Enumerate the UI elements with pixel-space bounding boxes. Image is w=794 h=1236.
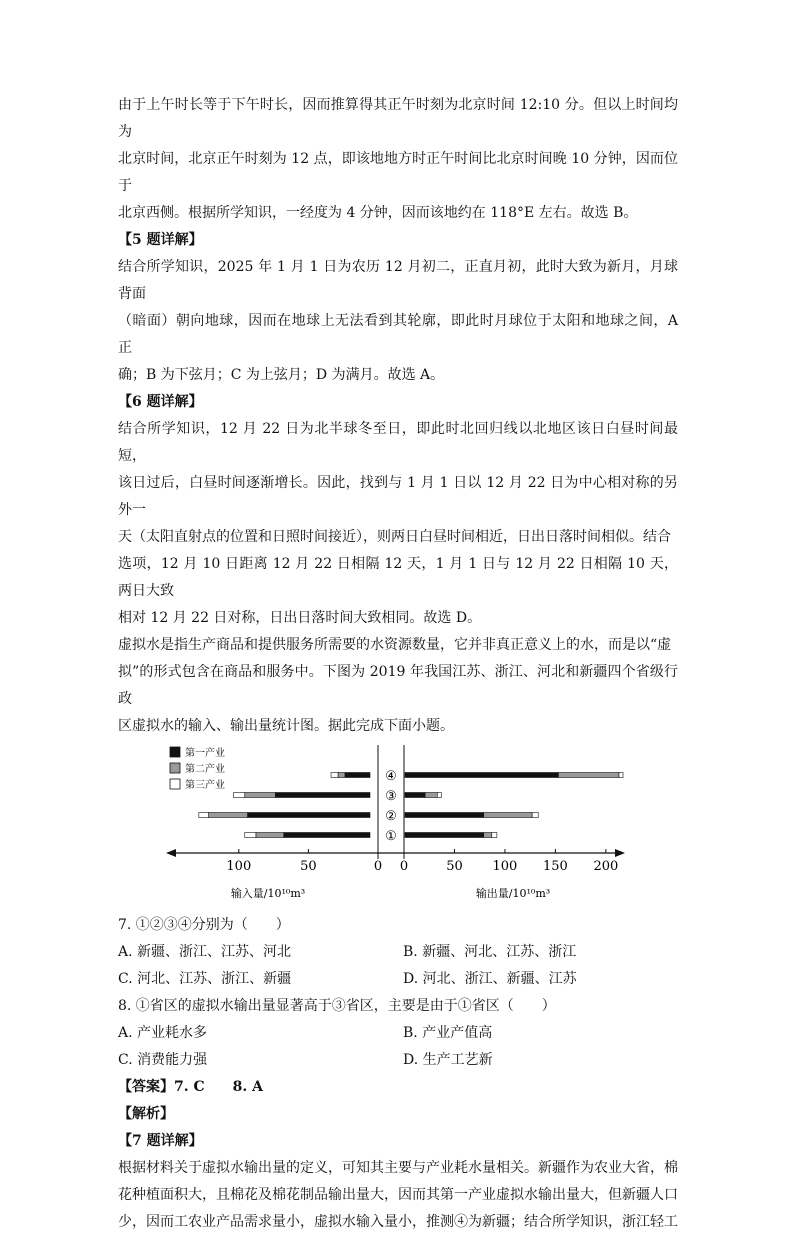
legend-swatch bbox=[170, 779, 180, 789]
tick-label-output: 200 bbox=[593, 859, 619, 874]
paragraph-line: 结合所学知识，2025 年 1 月 1 日为农历 12 月初二，正直月初，此时大致为新月，月球背面 bbox=[118, 259, 678, 302]
category-label: ④ bbox=[385, 769, 397, 784]
bar-output-segment bbox=[425, 793, 437, 798]
paragraph-line: 北京西侧。根据所学知识，一经度为 4 分钟，因而该地约在 118°E 左右。故选 B。 bbox=[118, 205, 638, 221]
paragraph-line: 虚拟水是指生产商品和提供服务所需要的水资源数量，它并非真正意义上的水，而是以“虚 bbox=[118, 637, 672, 653]
document-page bbox=[118, 92, 678, 1236]
tick-label-output: 100 bbox=[492, 859, 518, 874]
q8-option-c: C. 消费能力强 bbox=[118, 1052, 208, 1068]
bar-input-segment bbox=[234, 793, 245, 798]
legend-swatch bbox=[170, 747, 180, 757]
bar-output-segment bbox=[405, 773, 558, 778]
q5-heading: 【5 题详解】 bbox=[118, 232, 203, 248]
legend-label: 第二产业 bbox=[185, 764, 225, 775]
chart-svg bbox=[118, 740, 678, 912]
virtual-water-chart bbox=[118, 740, 678, 912]
bar-input-segment bbox=[209, 813, 248, 818]
paragraph-line: 天（太阳直射点的位置和日照时间接近），则两日白昼时间相近，日出日落时间相似。结合 bbox=[118, 529, 671, 545]
q7-option-a: A. 新疆、浙江、江苏、河北 bbox=[118, 944, 292, 960]
q7-option-b: B. 新疆、河北、江苏、浙江 bbox=[403, 944, 577, 960]
tick-label-input: 0 bbox=[373, 859, 383, 874]
legend-swatch bbox=[170, 763, 180, 773]
bar-input-segment bbox=[284, 833, 370, 838]
paragraph-line: （暗面）朝向地球，因而在地球上无法看到其轮廓，即此时月球位于太阳和地球之间，A 正 bbox=[118, 313, 678, 356]
bar-output-segment bbox=[405, 833, 484, 838]
tick-label-output: 0 bbox=[399, 859, 409, 874]
tick-label-input: 100 bbox=[226, 859, 252, 874]
analysis-heading: 【解析】 bbox=[118, 1106, 174, 1122]
bar-output-segment bbox=[437, 793, 441, 798]
bar-output-segment bbox=[558, 773, 619, 778]
category-label: ① bbox=[385, 829, 397, 844]
x-axis-label-output: 输出量/10¹⁰m³ bbox=[475, 887, 551, 900]
paragraph-line: 结合所学知识，12 月 22 日为北半球冬至日，即此时北回归线以北地区该日白昼时间最短， bbox=[118, 421, 678, 464]
q8-stem: 8. ①省区的虚拟水输出量显著高于③省区，主要是由于①省区（ ） bbox=[118, 998, 556, 1014]
bar-input-segment bbox=[345, 773, 370, 778]
bar-input-segment bbox=[199, 813, 209, 818]
q7-option-c: C. 河北、江苏、浙江、新疆 bbox=[118, 971, 292, 987]
bar-input-segment bbox=[275, 793, 370, 798]
q7-heading: 【7 题详解】 bbox=[118, 1133, 203, 1149]
paragraph-line: 根据材料关于虚拟水输出量的定义，可知其主要与产业耗水量相关。新疆作为农业大省，棉 bbox=[118, 1160, 678, 1176]
tick-label-output: 150 bbox=[542, 859, 568, 874]
bar-output-segment bbox=[484, 833, 492, 838]
left-arrow-icon bbox=[166, 849, 176, 857]
paragraph-line: 该日过后，白昼时间逐渐增长。因此，找到与 1 月 1 日以 12 月 22 日为中心相对称的另外一 bbox=[118, 475, 678, 518]
q8-option-a: A. 产业耗水多 bbox=[118, 1025, 208, 1041]
bar-input-segment bbox=[248, 813, 370, 818]
tick-label-output: 50 bbox=[446, 859, 463, 874]
bar-output-segment bbox=[532, 813, 538, 818]
bar-input-segment bbox=[245, 793, 276, 798]
q8-options bbox=[118, 1020, 678, 1074]
bar-input-segment bbox=[256, 833, 284, 838]
bar-output-segment bbox=[405, 793, 425, 798]
paragraph-line: 北京时间，北京正午时刻为 12 点，即该地地方时正午时间比北京时间晚 10 分钟，因而位于 bbox=[118, 151, 678, 194]
x-axis-label-input: 输入量/10¹⁰m³ bbox=[230, 887, 306, 900]
q7-stem: 7. ①②③④分别为（ ） bbox=[118, 917, 290, 933]
tick-label-input: 50 bbox=[300, 859, 317, 874]
bar-input-segment bbox=[245, 833, 256, 838]
category-label: ③ bbox=[385, 789, 397, 804]
bar-output-segment bbox=[619, 773, 623, 778]
paragraph-line: 选项，12 月 10 日距离 12 月 22 日相隔 12 天，1 月 1 日与 12 月 22 日相隔 10 天，两日大致 bbox=[118, 556, 678, 599]
paragraph-line: 少，因而工农业产品需求量小，虚拟水输入量小，推测④为新疆；结合所学知识，浙江轻工 bbox=[118, 1214, 678, 1230]
bar-output-segment bbox=[492, 833, 497, 838]
paragraph-line: 区虚拟水的输入、输出量统计图。据此完成下面小题。 bbox=[118, 718, 454, 734]
bar-output-segment bbox=[405, 813, 484, 818]
paragraph-line: 确；B 为下弦月；C 为上弦月；D 为满月。故选 A。 bbox=[118, 367, 445, 383]
q8-option-b: B. 产业产值高 bbox=[403, 1025, 493, 1041]
paragraph-line: 花种植面积大，且棉花及棉花制品输出量大，因而其第一产业虚拟水输出量大，但新疆人口 bbox=[118, 1187, 678, 1203]
q7-options bbox=[118, 939, 678, 993]
bar-input-segment bbox=[338, 773, 345, 778]
category-label: ② bbox=[385, 809, 397, 824]
bar-output-segment bbox=[484, 813, 532, 818]
paragraph-line: 拟”的形式包含在商品和服务中。下图为 2019 年我国江苏、浙江、河北和新疆四个省级行政 bbox=[118, 664, 678, 707]
q6-heading: 【6 题详解】 bbox=[118, 394, 203, 410]
q7-option-d: D. 河北、浙江、新疆、江苏 bbox=[403, 971, 577, 987]
paragraph-line: 由于上午时长等于下午时长，因而推算得其正午时刻为北京时间 12:10 分。但以上时间均为 bbox=[118, 97, 678, 140]
q8-option-d: D. 生产工艺新 bbox=[403, 1052, 493, 1068]
legend-label: 第三产业 bbox=[185, 780, 225, 791]
paragraph-line: 相对 12 月 22 日对称，日出日落时间大致相同。故选 D。 bbox=[118, 610, 482, 626]
legend-label: 第一产业 bbox=[185, 748, 225, 759]
bar-input-segment bbox=[331, 773, 338, 778]
answer-line: 【答案】7. C 8. A bbox=[118, 1079, 263, 1095]
right-arrow-icon bbox=[615, 849, 625, 857]
